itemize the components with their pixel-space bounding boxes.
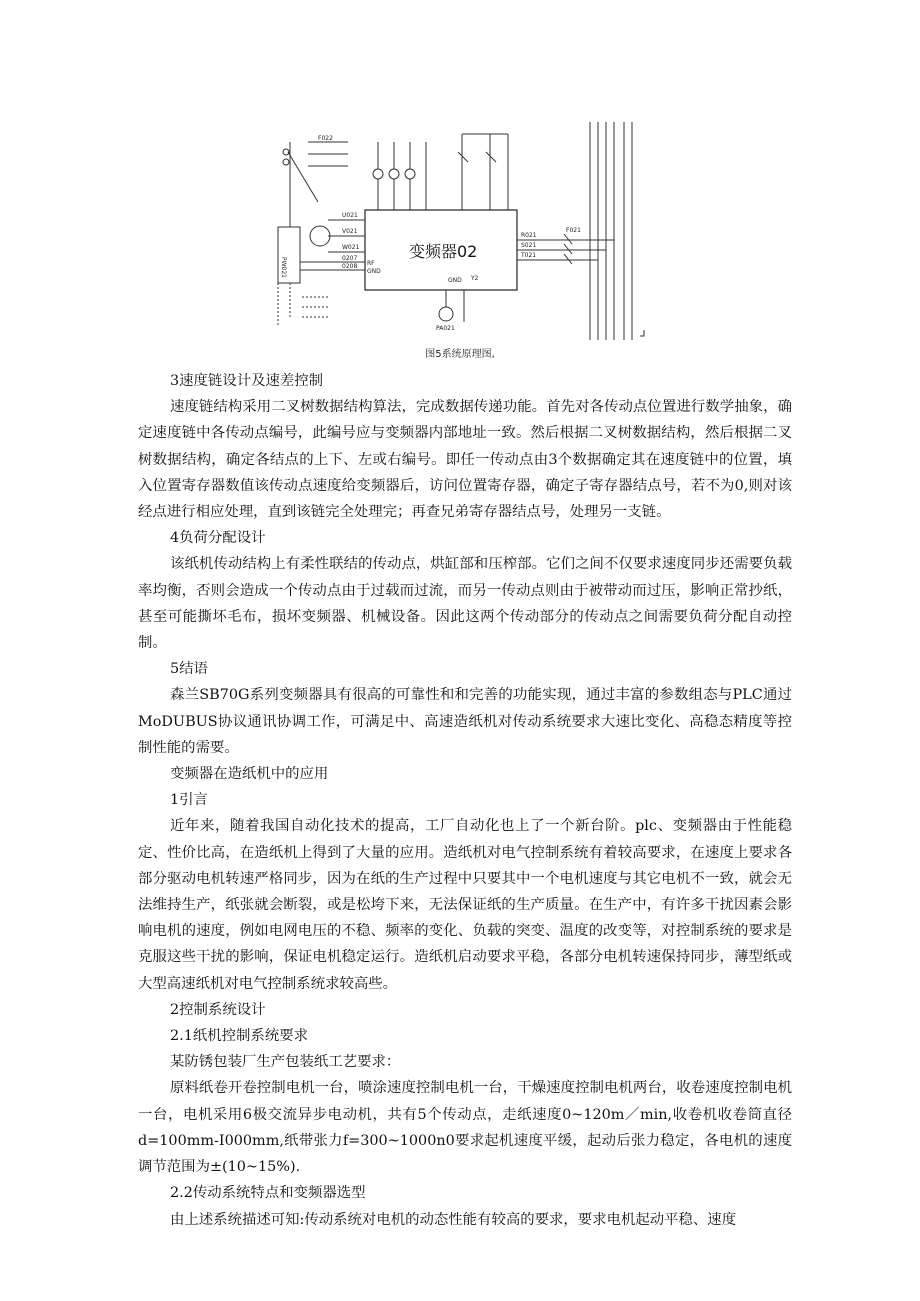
system-diagram bbox=[268, 112, 668, 346]
pin-v021-label: V021 bbox=[342, 228, 358, 235]
paragraph: 由上述系统描述可知:传动系统对电机的动态性能有较高的要求，要求电机起动平稳、速度 bbox=[170, 1211, 737, 1228]
section-heading: 4负荷分配设计 bbox=[170, 530, 266, 547]
plc-label: PW021 bbox=[280, 257, 287, 279]
pin-0208-label: 0208 bbox=[342, 263, 358, 270]
subsection-heading: 2.1纸机控制系统要求 bbox=[170, 1028, 309, 1045]
out-r021-label: R021 bbox=[521, 232, 537, 239]
ammeter bbox=[439, 307, 453, 321]
inverter-title: 变频器02 bbox=[409, 242, 478, 261]
pin-0207-label: 0207 bbox=[342, 255, 358, 262]
potentiometer bbox=[310, 226, 330, 246]
section-heading: 3速度链设计及速差控制 bbox=[170, 373, 324, 389]
figure-caption: 图5系统原理图, bbox=[425, 349, 495, 360]
meter-label: PA021 bbox=[436, 325, 455, 332]
pin-u021-label: U021 bbox=[342, 212, 358, 219]
y2-pin-label: Y2 bbox=[471, 275, 479, 282]
section-heading: 2控制系统设计 bbox=[170, 1001, 266, 1018]
out-t021-label: T021 bbox=[521, 252, 537, 259]
paragraph: 森兰SB70G系列变频器具有很高的可靠性和和完善的功能实现，通过丰富的参数组态与PLC通过MoDUBUS协议通讯协调工作，可满足中、高速造纸机对传动系统要求大速比变化、高稳态精度等控制性能的需要。 bbox=[138, 687, 792, 756]
fwd-switch-label: F022 bbox=[318, 135, 333, 142]
out-s021-label: S021 bbox=[521, 242, 537, 249]
document-body bbox=[138, 368, 792, 1233]
paragraph: 原料纸卷开卷控制电机一台，喷涂速度控制电机一台，干燥速度控制电机两台，收卷速度控制电机一台，电机采用6极交流异步电动机，共有5个传动点，走纸速度0~120m／min,收卷机收卷筒直径d=100mm-I000mm,纸带张力f=300~1000n0要求起机速度平缓，起动后张力稳定，各电机的速度调节范围为±(10~15%). bbox=[138, 1080, 792, 1176]
pin-gnd-label: GND bbox=[367, 268, 381, 275]
rev-switch-label: F021 bbox=[566, 227, 581, 234]
pin-rf-label: RF bbox=[367, 260, 375, 267]
paragraph-lead: 某防锈包装厂生产包装纸工艺要求： bbox=[170, 1054, 401, 1071]
paragraph: 近年来，随着我国自动化技术的提高，工厂自动化也上了一个新台阶。plc、变频器由于性能稳定、性价比高，在造纸机上得到了大量的应用。造纸机对电气控制系统有着较高要求，在速度上要求各部分驱动电机转速严格同步，因为在纸的生产过程中只要其中一个电机速度与其它电机不一致，就会无法维持生产，纸张就会断裂，或是松垮下来，无法保证纸的生产质量。在生产中，有许多干扰因素会影响电机的速度，例如电网电压的不稳、频率的变化、负载的突变、温度的改变等，对控制系统的要求是克服这些干扰的影响，保证电机稳定运行。造纸机启动要求平稳，各部分电机转速保持同步，薄型纸或大型高速纸机对电气控制系统求较高些。 bbox=[138, 818, 792, 992]
paragraph: 该纸机传动结构上有柔性联结的传动点，烘缸部和压榨部。它们之间不仅要求速度同步还需要负载率均衡，否则会造成一个传动点由于过载而过流，而另一传动点则由于被带动而过压，影响正常抄纸，甚至可能撕坏毛布，损坏变频器、机械设备。因此这两个传动部分的传动点之间需要负荷分配自动控制。 bbox=[138, 556, 792, 652]
gnd-pin-label: GND bbox=[448, 277, 462, 284]
subsection-heading: 2.2传动系统特点和变频器选型 bbox=[170, 1185, 366, 1202]
section-heading: 1引言 bbox=[170, 792, 208, 809]
system-schematic bbox=[268, 112, 668, 346]
pin-w021-label: W021 bbox=[342, 244, 360, 251]
article-title: 变频器在造纸机中的应用 bbox=[170, 766, 329, 783]
section-heading: 5结语 bbox=[170, 661, 208, 678]
paragraph: 速度链结构采用二叉树数据结构算法，完成数据传递功能。首先对各传动点位置进行数学抽象，确定速度链中各传动点编号，此编号应与变频器内部地址一致。然后根据二叉树数据结构，然后根据二叉树数据结构，确定各结点的上下、左或右编号。即任一传动点由3个数据确定其在速度链中的位置，填入位置寄存器数值该传动点速度给变频器后，访问位置寄存器，确定子寄存器结点号，若不为0,则对该经点进行相应处理，直到该链完全处理完；再查兄弟寄存器结点号，处理另一支链。 bbox=[138, 399, 792, 521]
